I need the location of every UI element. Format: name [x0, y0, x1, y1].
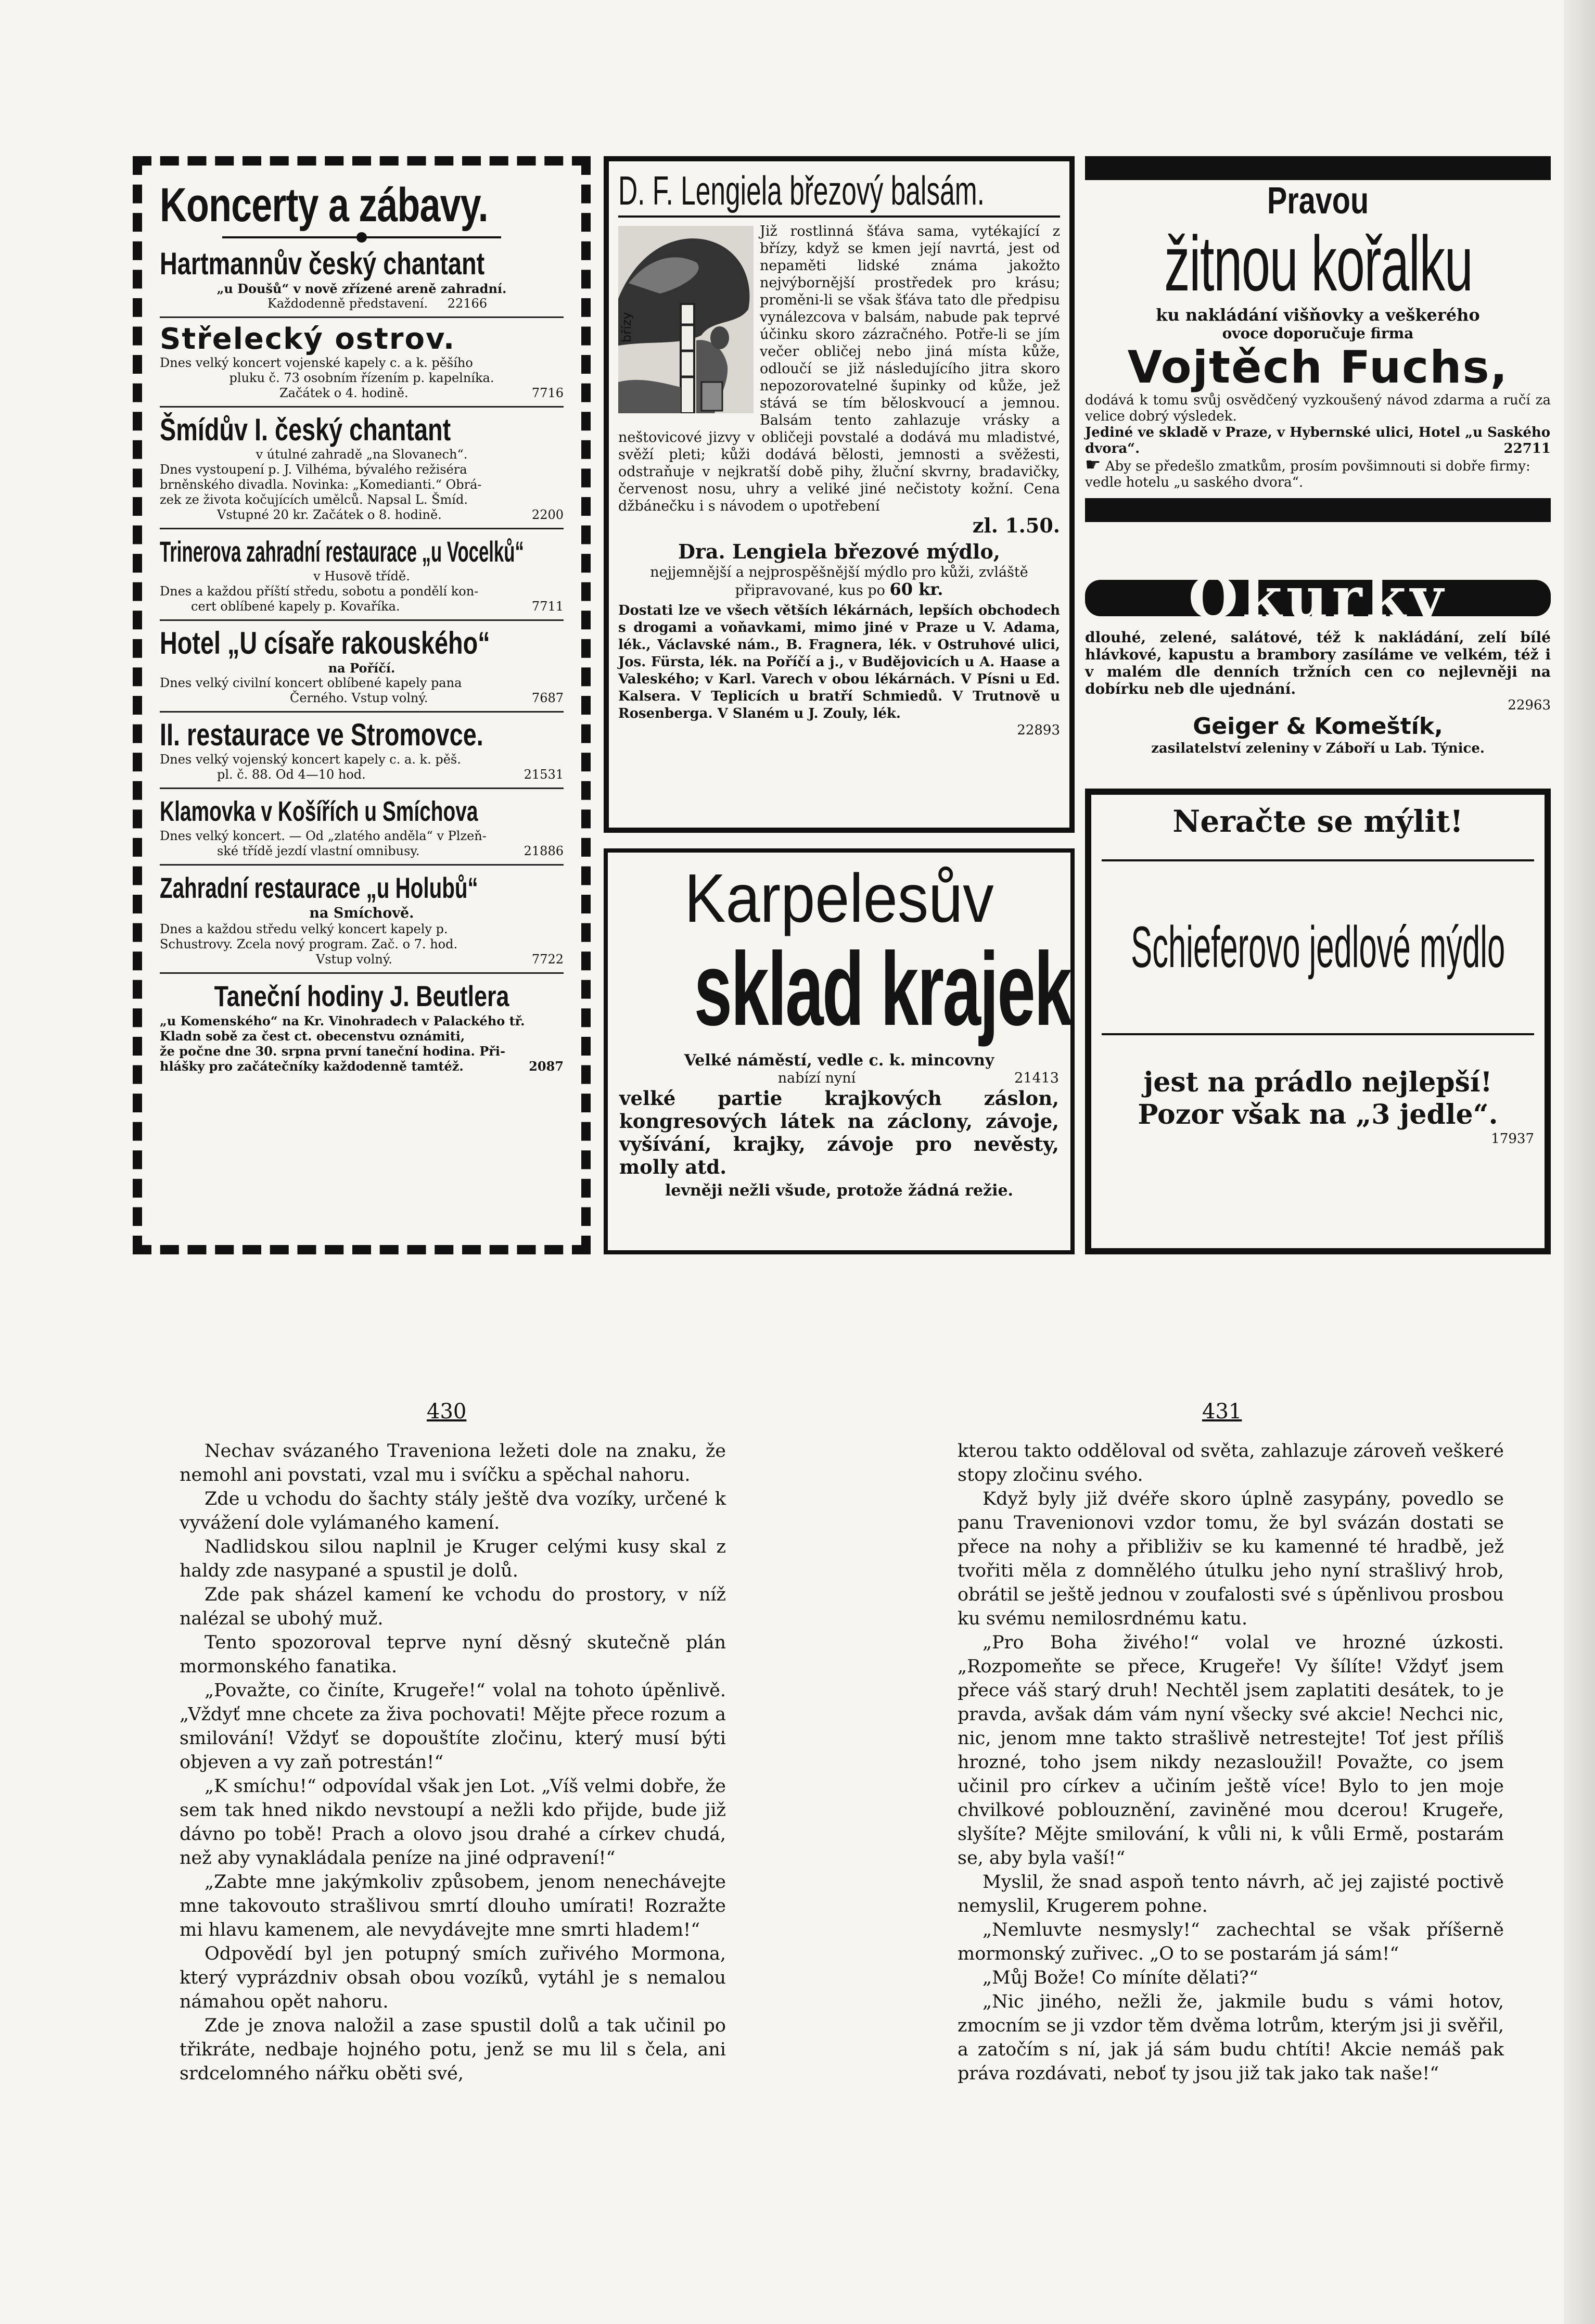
- concerts-header: Koncerty a zábavy.: [160, 179, 488, 232]
- divider: [160, 864, 564, 866]
- divider: [160, 406, 564, 408]
- middle-ad-column: [604, 156, 1075, 1254]
- tree-label: břízy: [619, 312, 634, 342]
- concert-code: 22166: [447, 296, 488, 311]
- story-paragraph: Nadlidskou silou naplnil je Kruger celými kusy skal z haldy zde nasypané a spustil je dolů.: [180, 1536, 726, 1581]
- concert-line: cert oblíbené kapely p. Kovaříka.: [191, 599, 400, 614]
- fuchs-line4: ovoce doporučuje firma: [1222, 325, 1414, 342]
- concert-line: Dnes velký koncert. — Od „zlatého anděla“ v Plzeň-: [160, 829, 487, 843]
- concerts-ad-box: [133, 156, 591, 1254]
- black-banner: [1085, 156, 1551, 180]
- karpeles-footer: levněji nežli všude, protože žádná režie.: [665, 1182, 1013, 1200]
- concert-code: 7722: [531, 952, 564, 967]
- concert-line: hlášky pro začátečníky každodenně tamtéž.: [160, 1059, 464, 1074]
- concert-item: [160, 535, 564, 614]
- concert-line: pluku č. 73 osobním řízením p. kapelníka.: [229, 371, 494, 385]
- concert-title: Hotel „U císaře rakouského“: [160, 626, 490, 661]
- divider: [160, 972, 564, 974]
- page-number-left: 430: [427, 1400, 467, 1424]
- story-paragraph: Zde u vchodu do šachty stály ještě dva vozíky, určené k vyvážení dole vylámaného kamení.: [180, 1489, 726, 1533]
- okurky-firm-line: zasilatelství zeleniny v Záboří u Lab. Týnice.: [1151, 741, 1485, 756]
- divider: [160, 316, 564, 318]
- schiefer-line2: Pozor však na „3 jedle“.: [1138, 1099, 1498, 1131]
- concert-line: Začátek o 4. hodině.: [279, 386, 409, 400]
- concert-item: [160, 871, 564, 967]
- page-edge-shadow: [1564, 0, 1595, 2324]
- concert-item: [160, 794, 564, 859]
- story-paragraph: Myslil, že snad aspoň tento návrh, ač jej zajisté poctivě nemyslil, Krugerem pohne.: [958, 1872, 1504, 1916]
- concert-line: „u Doušů“ v nově zřízené areně zahradní.: [216, 281, 507, 296]
- concert-line: ské třídě jezdí vlastní omnibusy.: [217, 844, 420, 858]
- concert-title: Střelecký ostrov.: [160, 322, 456, 356]
- concert-code: 21886: [524, 844, 564, 858]
- story-paragraph: „Můj Bože! Co míníte dělati?“: [982, 1967, 1258, 1988]
- concert-code: 7687: [531, 691, 564, 705]
- concert-line: že počne dne 30. srpna první taneční hodina. Při-: [160, 1044, 506, 1059]
- concert-title: Trinerova zahradní restaurace „u Vocelků“: [160, 535, 524, 568]
- karpeles-subtitle: sklad krajek: [694, 931, 1071, 1047]
- concert-line: pl. č. 88. Od 4—10 hod.: [217, 767, 366, 782]
- concert-title: Hartmannův český chantant: [160, 246, 485, 281]
- concert-line: brněnského divadla. Novinka: „Komedianti.“ Obrá-: [160, 477, 482, 492]
- concert-line: Kladn sobě za čest ct. obecenstvu oznámiti,: [160, 1028, 465, 1044]
- story-paragraph: „Pro Boha živého!“ volal ve hrozné úzkosti. „Rozpomeňte se přece, Krugeře! Vy šílíte! Vždyť jsem přece váš starý druh! Nechtěl jsem zaplatiti desátek, to je pravda, avšak dám vám nyní všecky své akcie! Nechci nic, nic, jenom mne takto strašlivě netrestejte! Toť jest příliš hrozné, toho jsem nikdy nezasloužil! Považte, co jsem učinil pro církev a učiním ještě více! Bylo to jen moje chvilkové poblouznění, zaviněné mou dcerou! Krugeře, slyšíte? Mějte smilování, k vůli ni, k vůli Ermě, postarám se, aby byla vaší!“: [958, 1632, 1504, 1869]
- page-number-right: 431: [1202, 1400, 1242, 1424]
- lengiel-dealers: Dostati lze ve všech větších lékárnách, lepších obchodech s drogami a voňavkami, mimo jiné v Praze u V. Adama, lék., Václavské nám., B. Fragnera, lék. v Ostruhové ulici, Jos. Fürsta, lék. na Poříčí a j., v Budějovicích u A. Haase a Valeského; v Karl. Varech v obou lékárnách. V Písni u Ed. Kalsera. V Teplicích u bratří Schmiedů. V Trutnově u Rosenberga. V Slaném u J. Zouly, lék.: [618, 603, 1060, 721]
- story-paragraph: Zde pak sházel kamení ke vchodu do prostory, v níž nalézal se ubohý muž.: [180, 1584, 726, 1629]
- concert-code: 21531: [524, 767, 564, 782]
- fuchs-line1: Pravou: [1267, 180, 1369, 222]
- story-paragraph: Odpovědí byl jen potupný smích zuřivého Mormona, který vyprázdniv obsah obou vozíků, vytáhl je s nemalou námahou opět nahoru.: [180, 1944, 726, 2012]
- story-paragraph: Tento spozoroval teprve nyní děsný skutečně plán mormonského fanatika.: [180, 1632, 726, 1677]
- story-paragraph: „K smíchu!“ odpovídal však jen Lot. „Víš velmi dobře, že sem tak hned nikdo nevstoupí a nežli kdo přijde, bude již dávno po tobě! Prach a olovo jsou drahé a církev chudá, než aby vynakládala peníze na jiné odpravení!“: [180, 1776, 726, 1869]
- story-paragraph: „Nemluvte nesmysly!“ zachechtal se však příšerně mormonský zuřivec. „O to se postarám já sám!“: [958, 1920, 1504, 1964]
- schiefer-code: 17937: [1491, 1131, 1534, 1147]
- concert-title: Šmídův I. český chantant: [160, 412, 451, 447]
- concert-code: 7716: [531, 386, 564, 400]
- concert-item: [160, 323, 564, 401]
- concert-title: Taneční hodiny J. Beutlera: [214, 980, 509, 1012]
- okurky-title: Okurky: [1188, 564, 1448, 631]
- fuchs-name: Vojtěch Fuchs,: [1127, 341, 1509, 393]
- concert-line: Dnes velký civilní koncert oblíbené kapely pana: [160, 676, 462, 690]
- karpeles-offer: nabízí nyní: [777, 1070, 856, 1086]
- karpeles-lace-ad: [604, 848, 1075, 1254]
- okurky-body: dlouhé, zelené, salátové, též k nakládání, zelí bílé hlávkové, kapustu a brambory zasíláme ve velkém, též i v malém dle denních tržních cen co nejlevněji na dobírku neb dle ujednání.: [1085, 629, 1551, 697]
- advertisement-section: [133, 156, 1551, 1254]
- lengiel-body: Již rostlinná šťáva sama, vytékající z břízy, když se kmen její navrtá, jest od nepaměti lidské známa jakožto nejvýbornější prostředek pro krásu; proměni-li se však šťáva tato dle předpisu vynálezcova v balsám, nabude pak teprvé účinku skoro zázračného. Potře-li se jím večer obličej nebo jiná místa kůže, odloučí se již následujícího jitra skoro nepozorovatelné šupinky od kůže, jež stává se tím běloskvoucí a jemnou. Balsám tento zahlazuje vrásky a neštovicové jizvy v obličeji povstalé a dodává mu mladistvé, svěží pleti; kůži dodává bělosti, jemnosti a svěžesti, odstraňuje v nejkratší době pihy, žluční skvrny, bradavičky, červenost nosu, uhry a veliké jiné nečistoty kožní. Cena džbánečku i s návodem o upotřebení: [618, 223, 1060, 514]
- concert-line: zek ze života kočujících umělců. Napsal L. Šmíd.: [160, 492, 468, 507]
- title-rule: [618, 215, 1060, 218]
- fuchs-ad: [1085, 156, 1551, 528]
- fuchs-line3: ku nakládání višňovky a veškerého: [1156, 305, 1480, 325]
- concert-line: Dnes velký vojenský koncert kapely c. a. k. pěš.: [160, 752, 461, 767]
- fuchs-code: 22711: [1503, 441, 1551, 456]
- fuchs-body: dodává k tomu svůj osvědčený vyzkoušený návod zdarma a ručí za velice dobrý výsledek.: [1085, 392, 1551, 424]
- concert-line: na Smíchově.: [309, 905, 414, 921]
- lengiel-soap-title: Dra. Lengiela březové mýdlo,: [678, 540, 1001, 563]
- fuchs-headline: žitnou kořalku: [1164, 220, 1473, 307]
- fuchs-note: Aby se předešlo zmatkům, prosím povšimnouti si dobře firmy: vedle hotelu „u saského dvora“.: [1085, 459, 1530, 490]
- divider: [160, 711, 564, 713]
- concert-line: Vstupné 20 kr. Začátek o 8. hodině.: [217, 507, 442, 522]
- concert-line: Schustrovy. Zcela nový program. Zač. o 7. hod.: [160, 937, 458, 951]
- karpeles-address: Velké náměstí, vedle c. k. mincovny: [684, 1051, 994, 1070]
- concert-item: [160, 718, 564, 782]
- concert-code: 2200: [531, 507, 564, 522]
- birch-tree-illustration: [618, 226, 754, 413]
- schiefer-top: Neračte se mýlit!: [1172, 804, 1463, 839]
- concert-code: 2087: [529, 1059, 564, 1074]
- schiefer-product-band: [1102, 859, 1534, 1035]
- lengiel-soap-body: nejjemnější a nejprospěšnější mýdlo pro kůži, zvláště připravované, kus po: [650, 564, 1028, 599]
- black-banner: [1085, 498, 1551, 522]
- story-paragraph: Když byly již dvéře skoro úplně zasypány, povedlo se panu Travenionovi vzdor tomu, že byl svázán dostati se přece na nohy a přibliživ se ku kamenné té hradbě, jež tvořiti měla z domnělého útulku jeho nyní strašlivý hrob, obrátil se ještě jednou v zoufalosti své s úpěnlivou prosbou ku svému nemilosrdnému katu.: [958, 1489, 1504, 1629]
- karpeles-title: Karpelesův: [684, 860, 994, 936]
- okurky-firm: Geiger & Komeštík,: [1193, 713, 1443, 740]
- ornament-divider: [222, 236, 501, 238]
- schiefer-soap-ad: [1085, 789, 1551, 1254]
- concert-item: [160, 626, 564, 706]
- concert-code: 7711: [531, 599, 564, 614]
- karpeles-body: velké partie krajkových záslon, kongresových látek na záclony, závoje, vyšívání, krajky, závoje pro nevěsty, molly atd.: [619, 1087, 1059, 1178]
- concert-line: Dnes a každou příští středu, sobotu a pondělí kon-: [160, 584, 479, 599]
- concert-title: Klamovka v Košířích u Smíchova: [160, 796, 478, 827]
- concert-line: Dnes a každou středu velký koncert kapely p.: [160, 922, 448, 936]
- concert-line: Vstup volný.: [316, 952, 392, 967]
- story-paragraph: kterou takto odděloval od světa, zahlazuje zároveň veškeré stopy zločinu svého.: [958, 1441, 1504, 1485]
- story-column-left: [180, 1439, 726, 2086]
- okurky-ad: [1085, 564, 1551, 776]
- lengiel-soap-price: 60 kr.: [889, 579, 943, 599]
- concert-line: Dnes vystoupení p. J. Vilhéma, bývalého režiséra: [160, 462, 467, 477]
- story-paragraph: „Považte, co činíte, Krugeře!“ volal na tohoto úpěnlivě. „Vždyť mne chcete za živa pochovati! Mějte přece rozum a smilování! Vždyť se dopouštíte zločinu, který musí býti objeven a vy zaň potrestán!“: [180, 1680, 726, 1773]
- pointing-hand-icon: ☛: [1085, 454, 1101, 475]
- karpeles-code: 21413: [1014, 1070, 1059, 1086]
- right-ad-column: [1085, 156, 1551, 1254]
- concert-title: Zahradní restaurace „u Holubů“: [160, 871, 478, 904]
- story-paragraph: „Zabte mne jakýmkoliv způsobem, jenom nenechávejte mne takovouto strašlivou smrtí dlouho umírati! Rozražte mi hlavu kamenem, ale nevydávejte mne smrti hladem!“: [180, 1872, 726, 1940]
- schiefer-product: Schieferovo jedlové mýdlo: [1130, 915, 1505, 980]
- story-paragraph: Zde je znova naložil a zase spustil dolů a tak učinil po třikráte, nedbaje hojného potu, jenž se mu lil s čela, ani srdcelomného nářku oběti své,: [180, 2015, 726, 2084]
- concert-line: „u Komenského“ na Kr. Vinohradech v Palackého tř.: [160, 1013, 525, 1028]
- story-paragraph: Nechav svázaného Traveniona ležeti dole na znaku, že nemohl ani povstati, vzal mu i svíčku a spěchal nahoru.: [180, 1441, 726, 1485]
- concert-line: v Husově třídě.: [313, 569, 410, 583]
- lengiel-title: D. F. Lengiela březový balsám.: [618, 168, 985, 213]
- concert-line: Dnes velký koncert vojenské kapely c. a k. pěšího: [160, 355, 473, 370]
- divider: [160, 619, 564, 621]
- lengiel-balsam-ad: [604, 156, 1075, 833]
- concert-item: [160, 413, 564, 523]
- concert-line: Černého. Vstup volný.: [290, 691, 428, 705]
- fuchs-store: Jediné ve skladě v Praze, v Hybernské ulici, Hotel „u Saského dvora“.: [1085, 425, 1551, 456]
- divider: [160, 528, 564, 529]
- lengiel-code: 22893: [1017, 722, 1060, 738]
- story-column-right: [958, 1439, 1504, 2086]
- story-paragraph: „Nic jiného, nežli že, jakmile budu s vámi hotov, zmocním se ji vzdor těm dvěma lotrům, kterým jsi ji svěřil, a zatočím s ní, jak já sám budu chtíti! Akcie nemáš pak práva rozdávati, neboť ty jsou již tak jako tak naše!“: [958, 1991, 1504, 2084]
- okurky-code: 22963: [1508, 697, 1551, 713]
- concert-line: v útulné zahradě „na Slovanech“.: [256, 447, 468, 462]
- concert-line: Každodenně představení.: [267, 296, 428, 311]
- concert-line: na Poříčí.: [328, 661, 395, 676]
- concert-item: [160, 247, 564, 311]
- lengiel-price: zl. 1.50.: [972, 514, 1060, 537]
- concert-item: [160, 979, 564, 1074]
- divider: [160, 788, 564, 789]
- schiefer-line1: jest na prádlo nejlepší!: [1143, 1066, 1492, 1098]
- concert-title: II. restaurace ve Stromovce.: [160, 717, 483, 752]
